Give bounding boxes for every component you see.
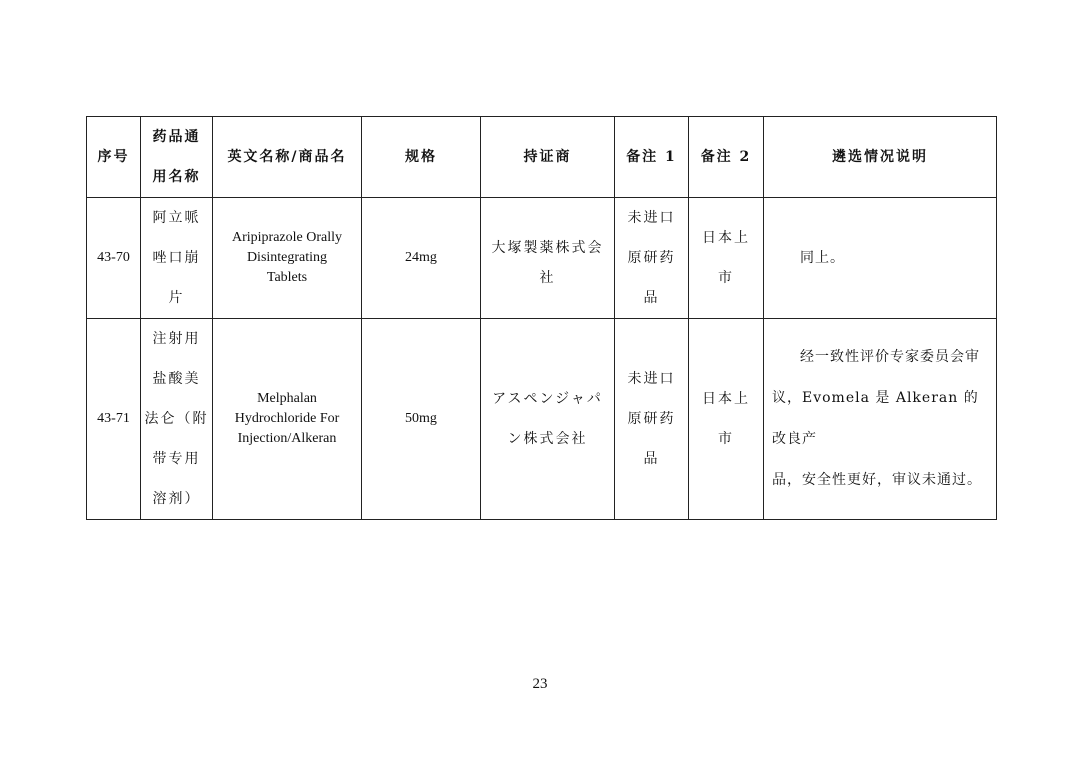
header-generic-name-line: 用名称 [152, 169, 201, 185]
header-selection: 遴选情况说明 [764, 117, 997, 198]
remark2-line: 市 [718, 270, 734, 286]
row-english-name [213, 198, 362, 319]
remark2-line: 日本上 [702, 230, 750, 246]
selection-line [772, 337, 988, 378]
header-english-name: 英文名称/商品名 [213, 117, 362, 198]
selection-line: 品，安全性更好，审议未通过。 [772, 472, 982, 488]
holder-line: 大塚製薬株式会 [491, 240, 604, 256]
row-holder [481, 198, 615, 319]
generic-name-line: 注射用 [152, 331, 201, 347]
row-english-name [213, 319, 362, 520]
english-name-line: Disintegrating [246, 250, 328, 265]
row-seq: 43-71 [87, 319, 141, 520]
row-remark1 [615, 198, 689, 319]
english-name-line: Hydrochloride For [234, 411, 340, 426]
english-name-line: Melphalan [257, 391, 317, 406]
row-seq: 43-70 [87, 198, 141, 319]
row-remark1 [615, 319, 689, 520]
generic-name-line: 唑口崩 [152, 250, 201, 266]
row-holder [481, 319, 615, 520]
row-remark2 [689, 319, 764, 520]
generic-name-line: 溶剂） [152, 491, 201, 507]
table-row [87, 198, 997, 319]
row-remark2 [689, 198, 764, 319]
remark1-line: 品 [643, 290, 660, 306]
header-spec: 规格 [362, 117, 481, 198]
drug-table [86, 116, 997, 520]
generic-name-line: 阿立哌 [152, 210, 201, 226]
row-generic-name [141, 319, 213, 520]
row-selection [764, 319, 997, 520]
header-seq: 序号 [87, 117, 141, 198]
holder-line: 社 [539, 270, 556, 286]
holder-line: ン株式会社 [507, 431, 588, 447]
row-spec: 50mg [362, 319, 481, 520]
header-remark1: 备注 1 [615, 117, 689, 198]
generic-name-line: 片 [168, 290, 185, 306]
holder-line: アスペンジャパ [492, 391, 603, 407]
selection-text: 同上。 [800, 249, 845, 266]
page-number: 23 [532, 676, 548, 692]
header-row [87, 117, 997, 198]
header-remark2: 备注 2 [689, 117, 764, 198]
remark1-line: 未进口 [627, 210, 676, 226]
row-generic-name [141, 198, 213, 319]
selection-text: 经一致性评价专家委员会审 [800, 349, 980, 365]
header-holder: 持证商 [481, 117, 615, 198]
english-name-line: Tablets [266, 270, 308, 285]
remark1-line: 原研药 [627, 250, 676, 266]
table-row [87, 319, 997, 520]
row-selection [764, 198, 997, 319]
remark2-line: 日本上 [702, 391, 750, 407]
row-spec: 24mg [362, 198, 481, 319]
remark1-line: 品 [643, 451, 660, 467]
generic-name-line: 带专用 [152, 451, 201, 467]
english-name-line: Injection/Alkeran [237, 431, 337, 446]
remark1-line: 原研药 [627, 411, 676, 427]
header-generic-name-line: 药品通 [152, 129, 201, 145]
remark2-line: 市 [718, 431, 734, 447]
english-name-line: Aripiprazole Orally [231, 230, 342, 245]
generic-name-line: 盐酸美 [152, 371, 201, 387]
selection-line: 议，Evomela 是 Alkeran 的改良产 [772, 390, 979, 447]
generic-name-line: 法仑（附 [144, 411, 209, 427]
header-generic-name [141, 117, 213, 198]
remark1-line: 未进口 [627, 371, 676, 387]
